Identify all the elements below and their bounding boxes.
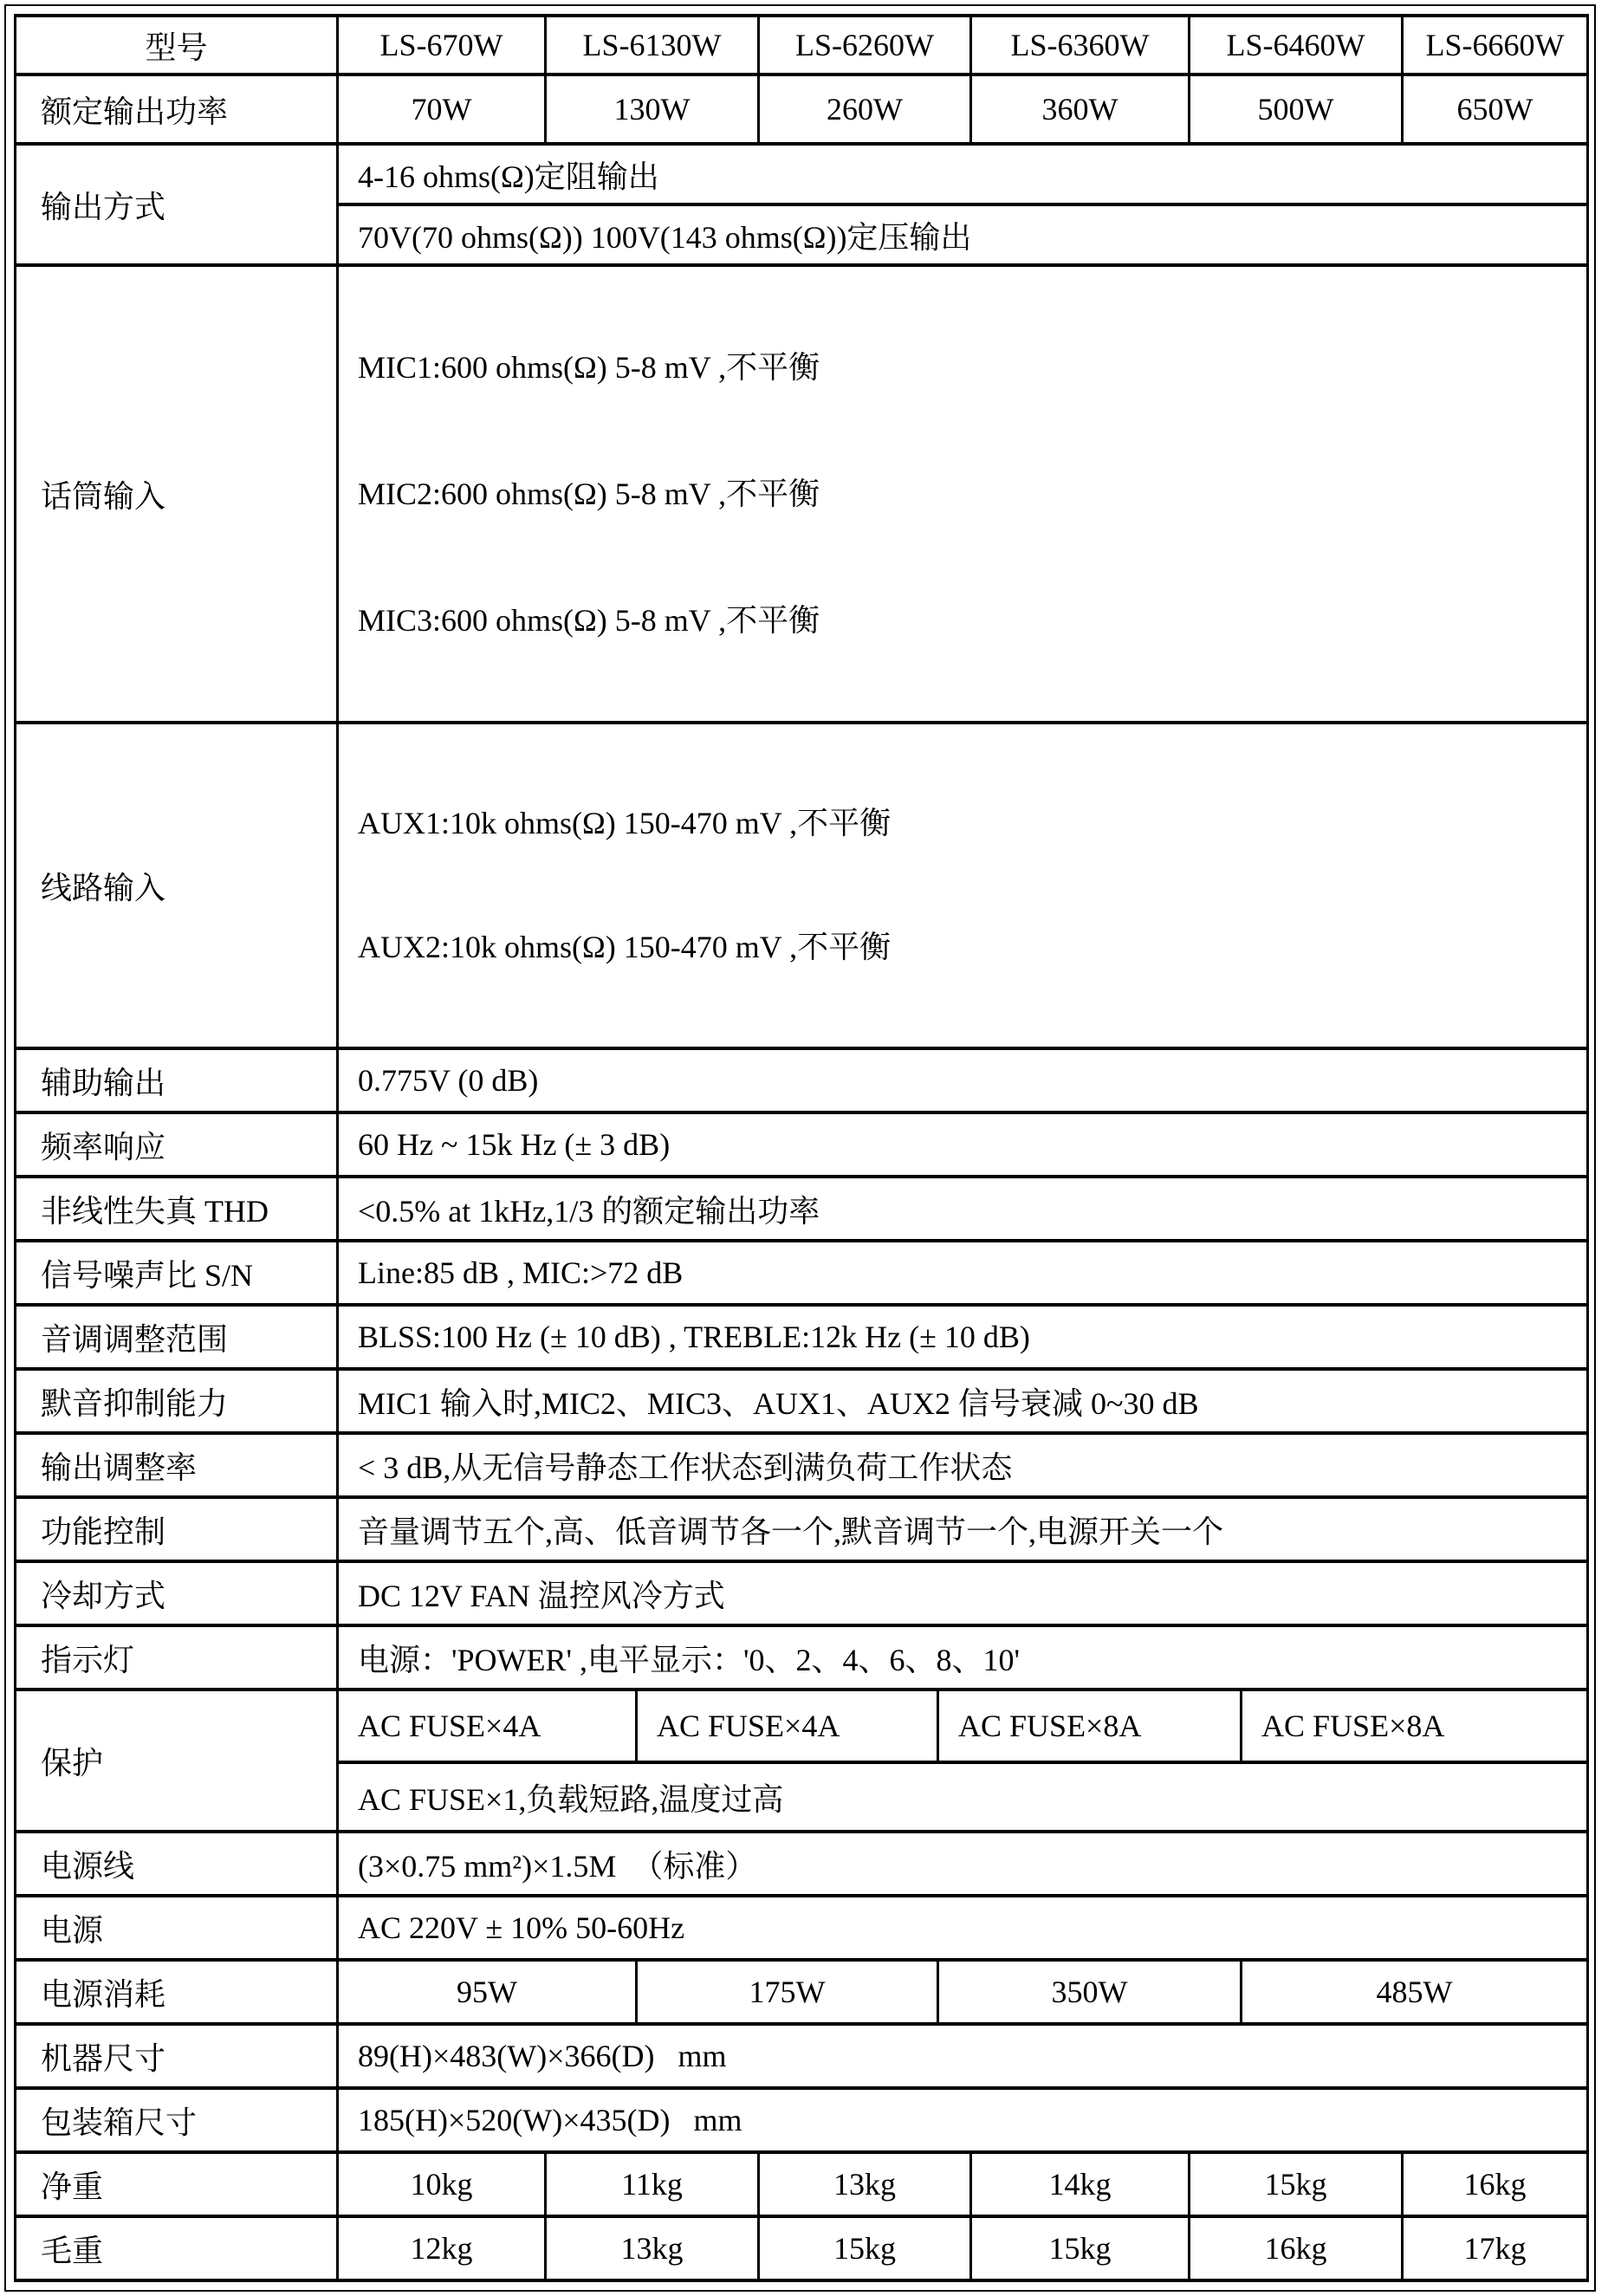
gross-weight-value: 12kg <box>338 2216 546 2280</box>
row-tone-range <box>16 1305 1588 1369</box>
row-net-weight <box>16 2152 1588 2216</box>
model-name: LS-670W <box>338 16 546 75</box>
power-cord-value: (3×0.75 mm²)×1.5M （标准） <box>338 1832 1588 1896</box>
protection-fuse: AC FUSE×4A <box>338 1690 637 1762</box>
power-consumption-value: 175W <box>637 1960 938 2024</box>
function-control-value: 音量调节五个,高、低音调节各一个,默音调节一个,电源开关一个 <box>338 1497 1588 1561</box>
row-protection <box>16 1690 1588 1762</box>
row-label-power-consumption: 电源消耗 <box>16 1960 338 2024</box>
row-freq-response <box>16 1112 1588 1177</box>
cooling-value: DC 12V FAN 温控风冷方式 <box>338 1561 1588 1625</box>
mic3-spec: MIC3:600 ohms(Ω) 5-8 mV ,不平衡 <box>358 603 820 638</box>
row-output-regulation <box>16 1433 1588 1497</box>
net-weight-value: 10kg <box>338 2152 546 2216</box>
row-label-function-control: 功能控制 <box>16 1497 338 1561</box>
row-package-size <box>16 2088 1588 2152</box>
aux1-spec: AUX1:10k ohms(Ω) 150-470 mV ,不平衡 <box>358 806 892 840</box>
row-mute-suppression <box>16 1369 1588 1433</box>
row-snr <box>16 1241 1588 1305</box>
thd-value: <0.5% at 1kHz,1/3 的额定输出功率 <box>338 1177 1588 1241</box>
row-label-mic-input: 话筒输入 <box>16 265 338 723</box>
row-indicators <box>16 1625 1588 1690</box>
row-label-cooling: 冷却方式 <box>16 1561 338 1625</box>
rated-power-value: 650W <box>1403 75 1588 144</box>
model-name: LS-6360W <box>971 16 1190 75</box>
line-input-specs <box>338 723 1588 1048</box>
model-name: LS-6130W <box>546 16 759 75</box>
aux2-spec: AUX2:10k ohms(Ω) 150-470 mV ,不平衡 <box>358 930 892 964</box>
protection-fuse: AC FUSE×8A <box>938 1690 1242 1762</box>
indicators-value: 电源：'POWER' ,电平显示：'0、2、4、6、8、10' <box>338 1625 1588 1690</box>
row-label-freq-response: 频率响应 <box>16 1112 338 1177</box>
output-mode-constant-impedance: 4-16 ohms(Ω)定阻输出 <box>338 144 1588 204</box>
row-power-supply <box>16 1896 1588 1960</box>
row-label-power-supply: 电源 <box>16 1896 338 1960</box>
net-weight-value: 13kg <box>759 2152 971 2216</box>
freq-response-value: 60 Hz ~ 15k Hz (± 3 dB) <box>338 1112 1588 1177</box>
row-function-control <box>16 1497 1588 1561</box>
power-consumption-value: 95W <box>338 1960 637 2024</box>
row-model <box>16 16 1588 75</box>
mic-input-specs <box>338 265 1588 723</box>
row-label-indicators: 指示灯 <box>16 1625 338 1690</box>
row-label-output-mode: 输出方式 <box>16 144 338 265</box>
rated-power-value: 260W <box>759 75 971 144</box>
row-label-power-cord: 电源线 <box>16 1832 338 1896</box>
spec-table-frame <box>4 4 1596 2292</box>
row-label-thd: 非线性失真 THD <box>16 1177 338 1241</box>
row-power-consumption <box>16 1960 1588 2024</box>
rated-power-value: 130W <box>546 75 759 144</box>
rated-power-value: 70W <box>338 75 546 144</box>
row-thd <box>16 1177 1588 1241</box>
gross-weight-value: 17kg <box>1403 2216 1588 2280</box>
aux-output-value: 0.775V (0 dB) <box>338 1048 1588 1112</box>
row-line-input <box>16 723 1588 1048</box>
snr-value: Line:85 dB , MIC:>72 dB <box>338 1241 1588 1305</box>
gross-weight-value: 13kg <box>546 2216 759 2280</box>
output-mode-constant-voltage: 70V(70 ohms(Ω)) 100V(143 ohms(Ω))定压输出 <box>338 204 1588 265</box>
net-weight-value: 14kg <box>971 2152 1190 2216</box>
model-name: LS-6660W <box>1403 16 1588 75</box>
model-name: LS-6460W <box>1190 16 1403 75</box>
machine-size-value: 89(H)×483(W)×366(D) mm <box>338 2024 1588 2088</box>
row-label-mute-suppression: 默音抑制能力 <box>16 1369 338 1433</box>
row-label-tone-range: 音调调整范围 <box>16 1305 338 1369</box>
output-regulation-value: < 3 dB,从无信号静态工作状态到满负荷工作状态 <box>338 1433 1588 1497</box>
row-label-net-weight: 净重 <box>16 2152 338 2216</box>
row-label-rated-power: 额定输出功率 <box>16 75 338 144</box>
row-label-gross-weight: 毛重 <box>16 2216 338 2280</box>
net-weight-value: 15kg <box>1190 2152 1403 2216</box>
rated-power-value: 360W <box>971 75 1190 144</box>
row-label-line-input: 线路输入 <box>16 723 338 1048</box>
row-rated-power <box>16 75 1588 144</box>
row-label-snr: 信号噪声比 S/N <box>16 1241 338 1305</box>
mic1-spec: MIC1:600 ohms(Ω) 5-8 mV ,不平衡 <box>358 350 820 385</box>
package-size-value: 185(H)×520(W)×435(D) mm <box>338 2088 1588 2152</box>
net-weight-value: 11kg <box>546 2152 759 2216</box>
model-name: LS-6260W <box>759 16 971 75</box>
power-consumption-value: 485W <box>1242 1960 1588 2024</box>
row-label-model: 型号 <box>16 16 338 75</box>
power-consumption-value: 350W <box>938 1960 1242 2024</box>
gross-weight-value: 15kg <box>971 2216 1190 2280</box>
row-label-output-regulation: 输出调整率 <box>16 1433 338 1497</box>
row-label-package-size: 包装箱尺寸 <box>16 2088 338 2152</box>
amplifier-spec-table <box>14 14 1589 2282</box>
mic2-spec: MIC2:600 ohms(Ω) 5-8 mV ,不平衡 <box>358 477 820 511</box>
row-gross-weight <box>16 2216 1588 2280</box>
gross-weight-value: 15kg <box>759 2216 971 2280</box>
row-aux-output <box>16 1048 1588 1112</box>
mute-suppression-value: MIC1 输入时,MIC2、MIC3、AUX1、AUX2 信号衰减 0~30 dB <box>338 1369 1588 1433</box>
row-label-aux-output: 辅助输出 <box>16 1048 338 1112</box>
protection-note: AC FUSE×1,负载短路,温度过高 <box>338 1762 1588 1832</box>
protection-fuse: AC FUSE×8A <box>1242 1690 1588 1762</box>
row-label-protection: 保护 <box>16 1690 338 1832</box>
rated-power-value: 500W <box>1190 75 1403 144</box>
tone-range-value: BLSS:100 Hz (± 10 dB) , TREBLE:12k Hz (± 10 dB) <box>338 1305 1588 1369</box>
row-output-mode <box>16 144 1588 204</box>
protection-fuse: AC FUSE×4A <box>637 1690 938 1762</box>
row-mic-input <box>16 265 1588 723</box>
row-machine-size <box>16 2024 1588 2088</box>
gross-weight-value: 16kg <box>1190 2216 1403 2280</box>
net-weight-value: 16kg <box>1403 2152 1588 2216</box>
row-cooling <box>16 1561 1588 1625</box>
row-label-machine-size: 机器尺寸 <box>16 2024 338 2088</box>
row-power-cord <box>16 1832 1588 1896</box>
power-supply-value: AC 220V ± 10% 50-60Hz <box>338 1896 1588 1960</box>
